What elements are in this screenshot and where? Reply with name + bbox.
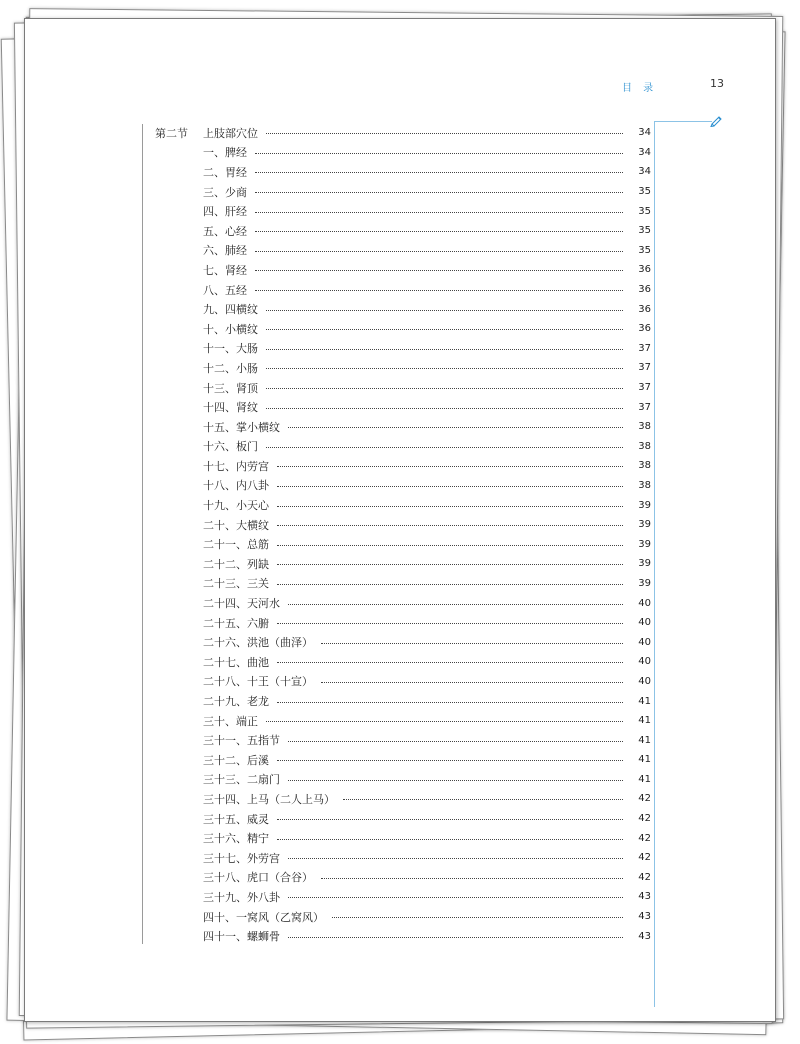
left-margin-rule — [142, 124, 143, 944]
toc-dot-leader — [255, 290, 623, 291]
toc-entry — [155, 613, 651, 633]
toc-entry-page-number: 43 — [638, 891, 651, 903]
toc-entry — [155, 221, 651, 241]
toc-entry-title: 二十二、列缺 — [203, 557, 269, 571]
toc-entry — [155, 926, 651, 946]
toc-dot-leader — [288, 937, 623, 938]
toc-entry-page-number: 42 — [638, 871, 651, 883]
toc-entry-title: 上肢部穴位 — [203, 126, 258, 140]
toc-dot-leader — [266, 310, 623, 311]
toc-entry-page-number: 37 — [638, 382, 651, 394]
toc-entry-title: 二十、大横纹 — [203, 518, 269, 532]
toc-entry-title: 三十二、后溪 — [203, 753, 269, 767]
toc-entry-title: 六、肺经 — [203, 244, 247, 258]
toc-entry — [155, 123, 651, 143]
toc-entry — [155, 397, 651, 417]
toc-entry — [155, 143, 651, 163]
toc-entry-page-number: 36 — [638, 303, 651, 315]
toc-entry-title: 四十、一窝风（乙窝风） — [203, 910, 324, 924]
toc-entry-title: 四、肝经 — [203, 205, 247, 219]
toc-entry-title: 二十八、十王（十宣） — [203, 675, 313, 689]
header-section-title: 目 录 — [622, 83, 658, 94]
toc-entry — [155, 574, 651, 594]
toc-section-prefix: 第二节 — [155, 126, 188, 140]
toc-entry — [155, 652, 651, 672]
toc-entry-page-number: 35 — [638, 205, 651, 217]
toc-entry — [155, 476, 651, 496]
toc-entry — [155, 554, 651, 574]
toc-entry-page-number: 40 — [638, 636, 651, 648]
toc-entry — [155, 260, 651, 280]
toc-entry-page-number: 38 — [638, 421, 651, 433]
toc-entry-title: 三十九、外八卦 — [203, 890, 280, 904]
toc-entry-page-number: 41 — [638, 734, 651, 746]
toc-entry-page-number: 43 — [638, 930, 651, 942]
toc-entry-title: 三十七、外劳宫 — [203, 851, 280, 865]
toc-entry-title: 十八、内八卦 — [203, 479, 269, 493]
toc-entry-page-number: 37 — [638, 342, 651, 354]
toc-dot-leader — [255, 251, 623, 252]
toc-entry-page-number: 41 — [638, 773, 651, 785]
toc-entry-title: 五、心经 — [203, 224, 247, 238]
toc-entry-title: 十四、肾纹 — [203, 401, 258, 415]
toc-entry — [155, 280, 651, 300]
toc-entry-page-number: 43 — [638, 911, 651, 923]
table-of-contents — [155, 123, 651, 946]
toc-dot-leader — [277, 466, 623, 467]
toc-entry — [155, 789, 651, 809]
toc-entry — [155, 770, 651, 790]
toc-dot-leader — [255, 153, 623, 154]
toc-dot-leader — [255, 231, 623, 232]
toc-entry-page-number: 42 — [638, 832, 651, 844]
toc-entry — [155, 809, 651, 829]
toc-entry-title: 三十六、精宁 — [203, 832, 269, 846]
toc-dot-leader — [266, 408, 623, 409]
toc-dot-leader — [277, 839, 623, 840]
toc-entry-page-number: 38 — [638, 479, 651, 491]
toc-dot-leader — [288, 741, 623, 742]
toc-entry-page-number: 34 — [638, 166, 651, 178]
toc-entry — [155, 691, 651, 711]
toc-entry-title: 四十一、螺蛳骨 — [203, 930, 280, 944]
toc-entry-title: 十九、小天心 — [203, 499, 269, 513]
toc-entry-title: 十五、掌小横纹 — [203, 420, 280, 434]
toc-entry-page-number: 42 — [638, 852, 651, 864]
toc-entry-page-number: 36 — [638, 284, 651, 296]
toc-entry-page-number: 40 — [638, 597, 651, 609]
toc-entry — [155, 182, 651, 202]
toc-dot-leader — [266, 447, 623, 448]
toc-dot-leader — [277, 486, 623, 487]
toc-dot-leader — [266, 721, 623, 722]
toc-entry-page-number: 42 — [638, 813, 651, 825]
toc-entry-page-number: 40 — [638, 617, 651, 629]
toc-entry-title: 十二、小肠 — [203, 361, 258, 375]
toc-entry — [155, 299, 651, 319]
toc-entry-title: 二、胃经 — [203, 165, 247, 179]
toc-entry — [155, 417, 651, 437]
page-number: 13 — [710, 77, 724, 90]
toc-entry-page-number: 34 — [638, 146, 651, 158]
toc-entry-title: 十一、大肠 — [203, 342, 258, 356]
toc-entry-title: 三十四、上马（二人上马） — [203, 792, 335, 806]
toc-entry — [155, 358, 651, 378]
toc-dot-leader — [255, 270, 623, 271]
toc-entry-title: 二十四、天河水 — [203, 597, 280, 611]
toc-entry — [155, 730, 651, 750]
toc-entry-page-number: 41 — [638, 754, 651, 766]
toc-entry — [155, 868, 651, 888]
toc-entry-title: 十七、内劳宫 — [203, 459, 269, 473]
toc-dot-leader — [266, 388, 623, 389]
toc-dot-leader — [288, 780, 623, 781]
toc-entry-page-number: 42 — [638, 793, 651, 805]
toc-dot-leader — [277, 662, 623, 663]
toc-dot-leader — [255, 172, 623, 173]
toc-entry-page-number: 39 — [638, 558, 651, 570]
toc-entry-title: 十三、肾顶 — [203, 381, 258, 395]
toc-dot-leader — [277, 760, 623, 761]
toc-entry — [155, 593, 651, 613]
toc-dot-leader — [266, 368, 623, 369]
toc-dot-leader — [332, 917, 623, 918]
toc-entry — [155, 319, 651, 339]
toc-entry-title: 三、少商 — [203, 185, 247, 199]
toc-entry — [155, 632, 651, 652]
toc-dot-leader — [277, 819, 623, 820]
toc-entry — [155, 437, 651, 457]
toc-entry — [155, 201, 651, 221]
toc-dot-leader — [321, 878, 623, 879]
toc-dot-leader — [277, 584, 623, 585]
right-margin-tab — [654, 121, 712, 122]
toc-entry-page-number: 38 — [638, 440, 651, 452]
toc-entry-page-number: 36 — [638, 264, 651, 276]
toc-dot-leader — [277, 506, 623, 507]
toc-entry-title: 七、肾经 — [203, 263, 247, 277]
toc-entry-title: 三十五、威灵 — [203, 812, 269, 826]
toc-entry-title: 二十七、曲池 — [203, 655, 269, 669]
toc-entry-page-number: 40 — [638, 656, 651, 668]
toc-dot-leader — [277, 564, 623, 565]
toc-entry-page-number: 39 — [638, 538, 651, 550]
toc-entry — [155, 907, 651, 927]
toc-dot-leader — [277, 702, 623, 703]
toc-dot-leader — [255, 192, 623, 193]
toc-dot-leader — [277, 623, 623, 624]
toc-dot-leader — [321, 682, 623, 683]
toc-entry-title: 十六、板门 — [203, 440, 258, 454]
toc-entry-page-number: 37 — [638, 401, 651, 413]
toc-page — [24, 18, 776, 1022]
toc-entry-page-number: 38 — [638, 460, 651, 472]
toc-dot-leader — [343, 799, 623, 800]
toc-entry-page-number: 35 — [638, 244, 651, 256]
toc-entry-title: 二十一、总筋 — [203, 538, 269, 552]
toc-dot-leader — [266, 133, 623, 134]
toc-entry-page-number: 36 — [638, 323, 651, 335]
toc-entry-title: 九、四横纹 — [203, 303, 258, 317]
right-margin-rule — [654, 122, 655, 1007]
toc-dot-leader — [255, 212, 623, 213]
toc-dot-leader — [277, 545, 623, 546]
toc-entry — [155, 456, 651, 476]
toc-dot-leader — [277, 525, 623, 526]
toc-entry-title: 二十三、三关 — [203, 577, 269, 591]
toc-entry-page-number: 35 — [638, 225, 651, 237]
toc-entry-title: 三十、端正 — [203, 714, 258, 728]
toc-entry — [155, 241, 651, 261]
toc-entry — [155, 378, 651, 398]
toc-entry-page-number: 39 — [638, 519, 651, 531]
toc-entry-title: 一、脾经 — [203, 146, 247, 160]
toc-entry-title: 八、五经 — [203, 283, 247, 297]
toc-entry-page-number: 41 — [638, 715, 651, 727]
toc-entry — [155, 828, 651, 848]
toc-entry-page-number: 37 — [638, 362, 651, 374]
toc-entry — [155, 339, 651, 359]
toc-entry — [155, 848, 651, 868]
toc-dot-leader — [266, 329, 623, 330]
toc-entry-title: 三十八、虎口（合谷） — [203, 871, 313, 885]
toc-entry-page-number: 39 — [638, 499, 651, 511]
toc-entry — [155, 672, 651, 692]
toc-entry-page-number: 39 — [638, 577, 651, 589]
toc-entry-title: 二十六、洪池（曲泽） — [203, 636, 313, 650]
toc-entry — [155, 534, 651, 554]
toc-entry — [155, 711, 651, 731]
toc-entry — [155, 162, 651, 182]
toc-entry — [155, 515, 651, 535]
toc-entry-title: 二十九、老龙 — [203, 695, 269, 709]
pen-icon — [709, 113, 723, 127]
toc-dot-leader — [321, 643, 623, 644]
toc-entry-title: 二十五、六腑 — [203, 616, 269, 630]
toc-dot-leader — [288, 427, 623, 428]
toc-entry — [155, 887, 651, 907]
toc-entry-title: 三十一、五指节 — [203, 734, 280, 748]
toc-entry — [155, 495, 651, 515]
toc-entry-title: 三十三、二扇门 — [203, 773, 280, 787]
toc-entry-title: 十、小横纹 — [203, 322, 258, 336]
toc-dot-leader — [288, 604, 623, 605]
toc-entry-page-number: 34 — [638, 127, 651, 139]
toc-dot-leader — [288, 897, 623, 898]
toc-dot-leader — [288, 858, 623, 859]
toc-entry-page-number: 41 — [638, 695, 651, 707]
toc-entry-page-number: 35 — [638, 186, 651, 198]
toc-entry — [155, 750, 651, 770]
toc-entry-page-number: 40 — [638, 675, 651, 687]
toc-dot-leader — [266, 349, 623, 350]
